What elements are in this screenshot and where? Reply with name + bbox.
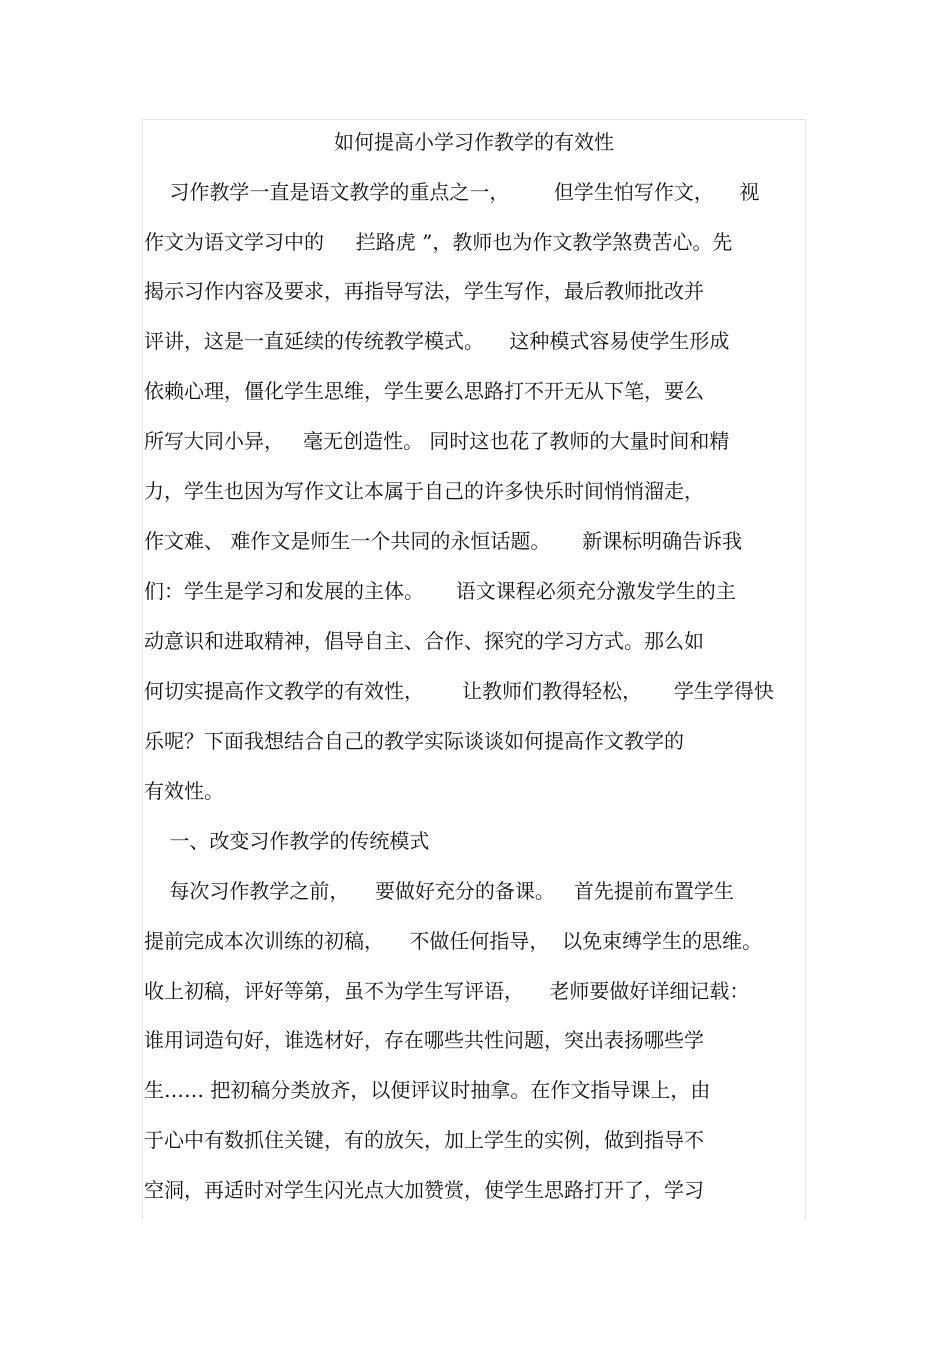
document-title: 如何提高小学习作教学的有效性: [334, 130, 614, 154]
text-line: 提前完成本次训练的初稿， 不做任何指导， 以免束缚学生的思维。: [144, 929, 763, 953]
text-line: 作文为语文学习中的 拦路虎 ”，教师也为作文教学煞费苦心。先: [144, 230, 733, 254]
text-line: 们：学生是学习和发展的主体。 语文课程必须充分激发学生的主: [144, 579, 736, 603]
text-line: 每次习作教学之前， 要做好充分的备课。 首先提前布置学生: [144, 879, 734, 903]
text-line: 乐呢？下面我想结合自己的教学实际谈谈如何提高作文教学的: [144, 729, 684, 753]
text-line: 作文难、 难作文是师生一个共同的永恒话题。 新课标明确告诉我: [144, 529, 743, 553]
text-line: 收上初稿，评好等第，虽不为学生写评语， 老师要做好详细记载：: [144, 979, 750, 1003]
section-heading: 一、改变习作教学的传统模式: [144, 829, 430, 853]
text-line: 依赖心理，僵化学生思维，学生要么思路打不开无从下笔，要么: [144, 379, 704, 403]
text-line: 动意识和进取精神，倡导自主、合作、探究的学习方式。那么如: [144, 629, 704, 653]
text-line: 谁用词造句好，谁选材好，存在哪些共性问题，突出表扬哪些学: [144, 1028, 704, 1052]
text-line: 所写大同小异， 毫无创造性。 同时这也花了教师的大量时间和精: [144, 429, 730, 453]
text-line: 揭示习作内容及要求，再指导写法，学生写作，最后教师批改并: [144, 279, 704, 303]
text-line: 评讲，这是一直延续的传统教学模式。 这种模式容易使学生形成: [144, 329, 730, 353]
text-line: 空洞，再适时对学生闪光点大加赞赏，使学生思路打开了，学习: [144, 1178, 704, 1202]
text-line: 力，学生也因为写作文让本属于自己的许多快乐时间悄悄溜走，: [144, 479, 704, 503]
text-line: 习作教学一直是语文教学的重点之一， 但学生怕写作文， 视: [144, 180, 760, 204]
text-line: 生…… 把初稿分类放齐，以便评议时抽拿。在作文指导课上，由: [144, 1078, 711, 1102]
text-line: 有效性。: [144, 779, 224, 803]
text-line: 于心中有数抓住关键，有的放矢，加上学生的实例，做到指导不: [144, 1128, 704, 1152]
text-line: 何切实提高作文教学的有效性， 让教师们教得轻松， 学生学得快: [144, 679, 774, 703]
